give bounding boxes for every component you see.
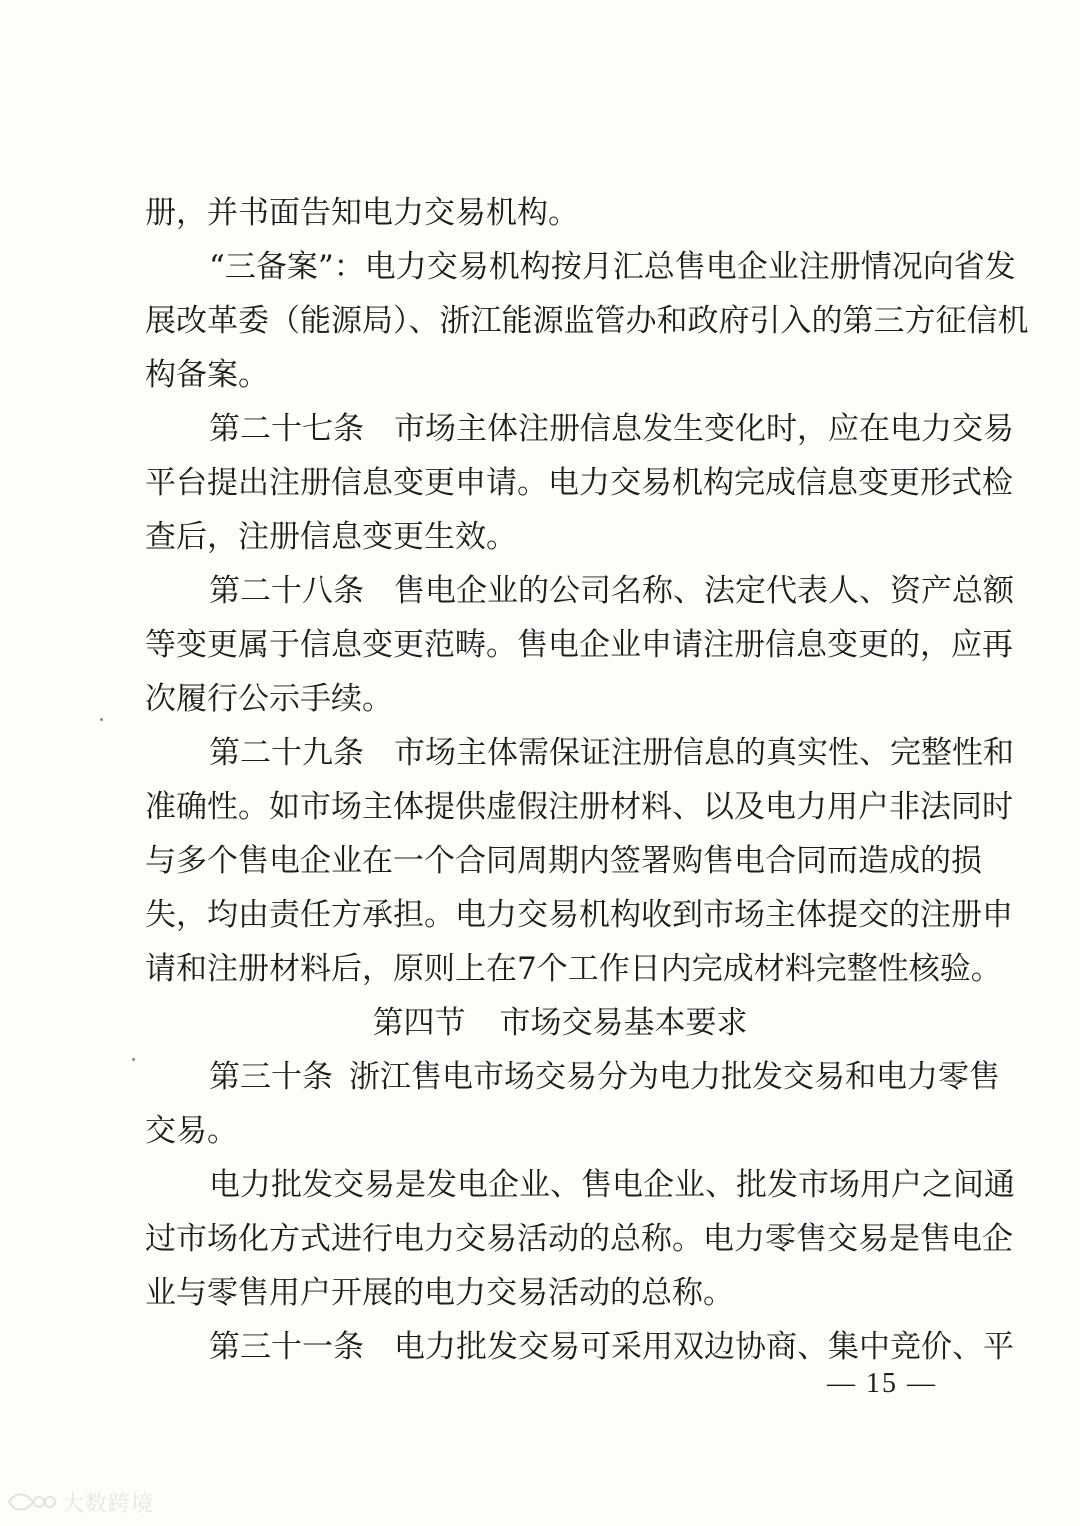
text-line: 等变更属于信息变更范畴。售电企业申请注册信息变更的，应再 <box>145 627 1013 663</box>
article-30 <box>145 1050 1000 1104</box>
text-line: 构备案。 <box>145 357 269 393</box>
article-27 <box>145 402 1014 456</box>
section-number: 第四节 <box>372 1005 466 1041</box>
article-text: 市场主体需保证注册信息的真实性、完整性和 <box>394 735 1014 771</box>
scan-speck <box>100 718 103 721</box>
article-text: 售电企业的公司名称、法定代表人、资产总额 <box>394 573 1014 609</box>
text-line: 查后，注册信息变更生效。 <box>145 519 517 555</box>
text-line: 平台提出注册信息变更申请。电力交易机构完成信息变更形式检 <box>145 465 1013 501</box>
article-label: 第二十七条 <box>209 411 364 447</box>
article-text: 市场主体注册信息发生变化时，应在电力交易 <box>394 411 1014 447</box>
article-31 <box>145 1320 1014 1374</box>
text-line: 交易。 <box>145 1113 238 1149</box>
article-29 <box>145 726 1014 780</box>
text-line: 过市场化方式进行电力交易活动的总称。电力零售交易是售电企 <box>145 1221 1013 1257</box>
article-28 <box>145 564 1014 618</box>
fish-logo-icon <box>6 1489 56 1515</box>
text-line: 业与零售用户开展的电力交易活动的总称。 <box>145 1275 734 1311</box>
section-heading <box>145 996 945 1050</box>
article-label: 第三十条 <box>209 1059 333 1095</box>
text-line: 次履行公示手续。 <box>145 681 393 717</box>
watermark-text: 大数跨境 <box>62 1491 155 1517</box>
scan-speck <box>132 1058 135 1061</box>
text-line: 册，并书面告知电力交易机构。 <box>145 195 579 231</box>
text-line: 请和注册材料后，原则上在7个工作日内完成材料完整性核验。 <box>145 951 1002 987</box>
article-text: 电力批发交易可采用双边协商、集中竞价、平 <box>394 1329 1014 1365</box>
watermark <box>6 1484 154 1520</box>
article-label: 第二十九条 <box>209 735 364 771</box>
text-line: 电力批发交易是发电企业、售电企业、批发市场用户之间通 <box>209 1167 1015 1203</box>
article-label: 第三十一条 <box>209 1329 364 1365</box>
section-title: 市场交易基本要求 <box>499 1005 748 1041</box>
page-number: — 15 — <box>827 1368 937 1399</box>
text-line: 与多个售电企业在一个合同周期内签署购售电合同而造成的损 <box>145 843 982 879</box>
article-text: 浙江售电市场交易分为电力批发交易和电力零售 <box>349 1059 1000 1095</box>
text-line: 失，均由责任方承担。电力交易机构收到市场主体提交的注册申 <box>145 897 1013 933</box>
text-line: 展改革委（能源局）、浙江能源监管办和政府引入的第三方征信机 <box>145 303 1029 339</box>
article-label: 第二十八条 <box>209 573 364 609</box>
text-line: “三备案”：电力交易机构按月汇总售电企业注册情况向省发 <box>209 249 1016 285</box>
text-line: 准确性。如市场主体提供虚假注册材料、以及电力用户非法同时 <box>145 789 1013 825</box>
body-text <box>145 186 1029 1374</box>
